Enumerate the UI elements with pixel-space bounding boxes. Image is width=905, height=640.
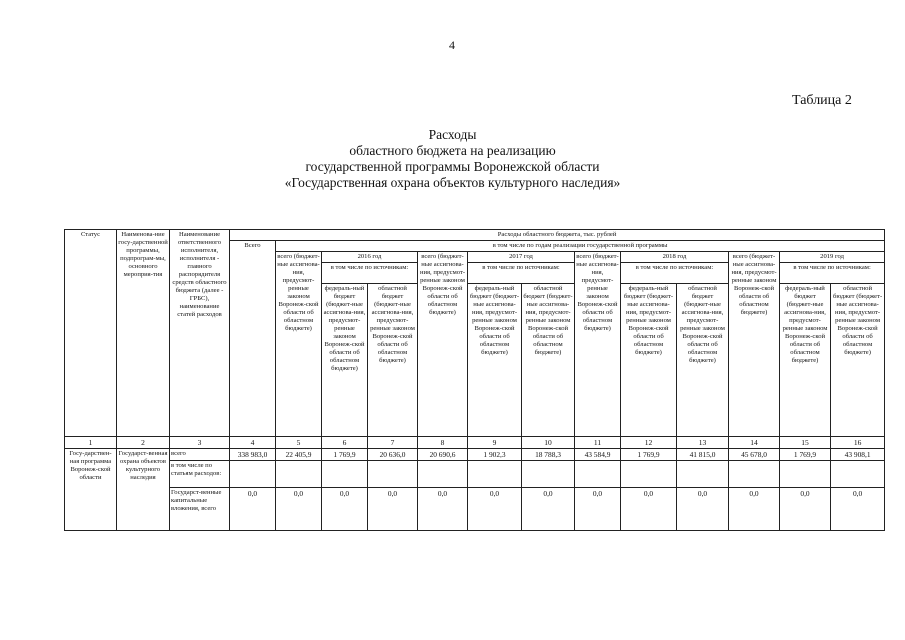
row3-value: 0,0: [418, 488, 468, 531]
table-label: Таблица 2: [792, 93, 852, 108]
header-executor: Наименование ответственного исполнителя, исполнителя - главного распорядителя средств областного бюджета (далее - ГРБС), наименование статей расходов: [170, 230, 230, 437]
header-year-2017: 2017 год: [468, 252, 575, 263]
row1-value: 45 678,0: [729, 449, 780, 461]
header-2018-federal: федераль-ный бюджет (бюджет-ные ассигнова-ния, предусмот-ренные законом Воронеж-ской области об областном бюджете): [621, 284, 677, 437]
title-line-3: государственной программы Воронежской области: [305, 159, 600, 174]
row1-value: 22 405,9: [276, 449, 322, 461]
column-number: 4: [230, 437, 276, 449]
column-number: 6: [322, 437, 368, 449]
row-program-name: Государст-венная охрана объектов культурного наследия: [117, 449, 170, 531]
row1-value: 1 769,9: [621, 449, 677, 461]
header-2019-regional: областной бюджет (бюджет-ные ассигнова-ния, предусмот-ренные законом Воронеж-ской области об областном бюджете): [831, 284, 885, 437]
column-number: 13: [677, 437, 729, 449]
page-number: 4: [449, 38, 455, 52]
page-title: [200, 127, 705, 191]
header-2017-total: всего (бюджет-ные ассигнова-ния, предусмот-ренные законом Воронеж-ской области об областном бюджете): [418, 252, 468, 437]
row-status: Госу-дарствен-ная программа Воронеж-ской области: [65, 449, 117, 531]
row1-value: 338 983,0: [230, 449, 276, 461]
row3-value: 0,0: [729, 488, 780, 531]
row1-value: 1 769,9: [322, 449, 368, 461]
row1-value: 1 902,3: [468, 449, 522, 461]
column-number: 1: [65, 437, 117, 449]
header-2016-sources: в том числе по источникам:: [322, 263, 418, 284]
row3-value: 0,0: [780, 488, 831, 531]
header-program-name: Наименова-ние госу-дарственной программы, подпрограм-мы, основного мероприя-тия: [117, 230, 170, 437]
header-2018-total: всего (бюджет-ные ассигнова-ния, предусмот-ренные законом Воронеж-ской области об областном бюджете): [575, 252, 621, 437]
header-2017-sources: в том числе по источникам:: [468, 263, 575, 284]
row-label-by-articles: в том числе по статьям расходов:: [170, 461, 230, 488]
column-number: 10: [522, 437, 575, 449]
column-number: 14: [729, 437, 780, 449]
header-2019-federal: федераль-ный бюджет (бюджет-ные ассигнова-ния, предусмот-ренные законом Воронеж-ской области об областном бюджете): [780, 284, 831, 437]
expenses-table: [64, 229, 885, 531]
header-year-2019: 2019 год: [780, 252, 885, 263]
row3-value: 0,0: [468, 488, 522, 531]
column-number: 11: [575, 437, 621, 449]
title-line-2: областного бюджета на реализацию: [349, 143, 556, 158]
header-2016-regional: областной бюджет (бюджет-ные ассигнова-ния, предусмот-ренные законом Воронеж-ской области об областном бюджете): [368, 284, 418, 437]
column-number: 8: [418, 437, 468, 449]
row1-value: 20 636,0: [368, 449, 418, 461]
title-line-4: «Государственная охрана объектов культурного наследия»: [284, 175, 621, 190]
row-label-total: всего: [170, 449, 230, 461]
row3-value: 0,0: [522, 488, 575, 531]
header-year-2016: 2016 год: [322, 252, 418, 263]
header-total: Всего: [230, 241, 276, 437]
row1-value: 43 908,1: [831, 449, 885, 461]
header-2016-total: всего (бюджет-ные ассигнова-ния, предусмот-ренные законом Воронеж-ской области об областном бюджете): [276, 252, 322, 437]
column-numbers-row: [65, 437, 885, 449]
row3-value: 0,0: [621, 488, 677, 531]
header-2016-federal: федераль-ный бюджет (бюджет-ные ассигнова-ния, предусмот-ренные законом Воронеж-ской области об областном бюджете): [322, 284, 368, 437]
header-2019-total: всего (бюджет-ные ассигнова-ния, предусмот-ренные законом Воронеж-ской области об областном бюджете): [729, 252, 780, 437]
header-2017-regional: областной бюджет (бюджет-ные ассигнова-ния, предусмот-ренные законом Воронеж-ской области об областном бюджете): [522, 284, 575, 437]
column-number: 5: [276, 437, 322, 449]
row3-value: 0,0: [831, 488, 885, 531]
table-row: [65, 461, 885, 488]
row1-value: 18 788,3: [522, 449, 575, 461]
header-by-years: в том числе по годам реализации государственной программы: [276, 241, 885, 252]
column-number: 15: [780, 437, 831, 449]
row3-value: 0,0: [575, 488, 621, 531]
row3-value: 0,0: [368, 488, 418, 531]
column-number: 2: [117, 437, 170, 449]
title-line-1: Расходы: [428, 127, 477, 142]
row3-value: 0,0: [230, 488, 276, 531]
row1-value: 43 584,9: [575, 449, 621, 461]
table-row: [65, 449, 885, 461]
column-number: 9: [468, 437, 522, 449]
header-2017-federal: федераль-ный бюджет (бюджет-ные ассигнова-ния, предусмот-ренные законом Воронеж-ской области об областном бюджете): [468, 284, 522, 437]
column-number: 7: [368, 437, 418, 449]
header-status: Статус: [65, 230, 117, 437]
column-number: 16: [831, 437, 885, 449]
row1-value: 20 690,6: [418, 449, 468, 461]
row3-value: 0,0: [276, 488, 322, 531]
column-number: 3: [170, 437, 230, 449]
header-year-2018: 2018 год: [621, 252, 729, 263]
table-row: [65, 488, 885, 531]
column-number: 12: [621, 437, 677, 449]
row-label-capital: Государст-венные капитальные вложения, всего: [170, 488, 230, 531]
row3-value: 0,0: [677, 488, 729, 531]
header-expenses-group: Расходы областного бюджета, тыс. рублей: [230, 230, 885, 241]
row3-value: 0,0: [322, 488, 368, 531]
row1-value: 41 815,0: [677, 449, 729, 461]
header-2018-sources: в том числе по источникам:: [621, 263, 729, 284]
header-2019-sources: в том числе по источникам:: [780, 263, 885, 284]
header-2018-regional: областной бюджет (бюджет-ные ассигнова-ния, предусмот-ренные законом Воронеж-ской области об областном бюджете): [677, 284, 729, 437]
row1-value: 1 769,9: [780, 449, 831, 461]
